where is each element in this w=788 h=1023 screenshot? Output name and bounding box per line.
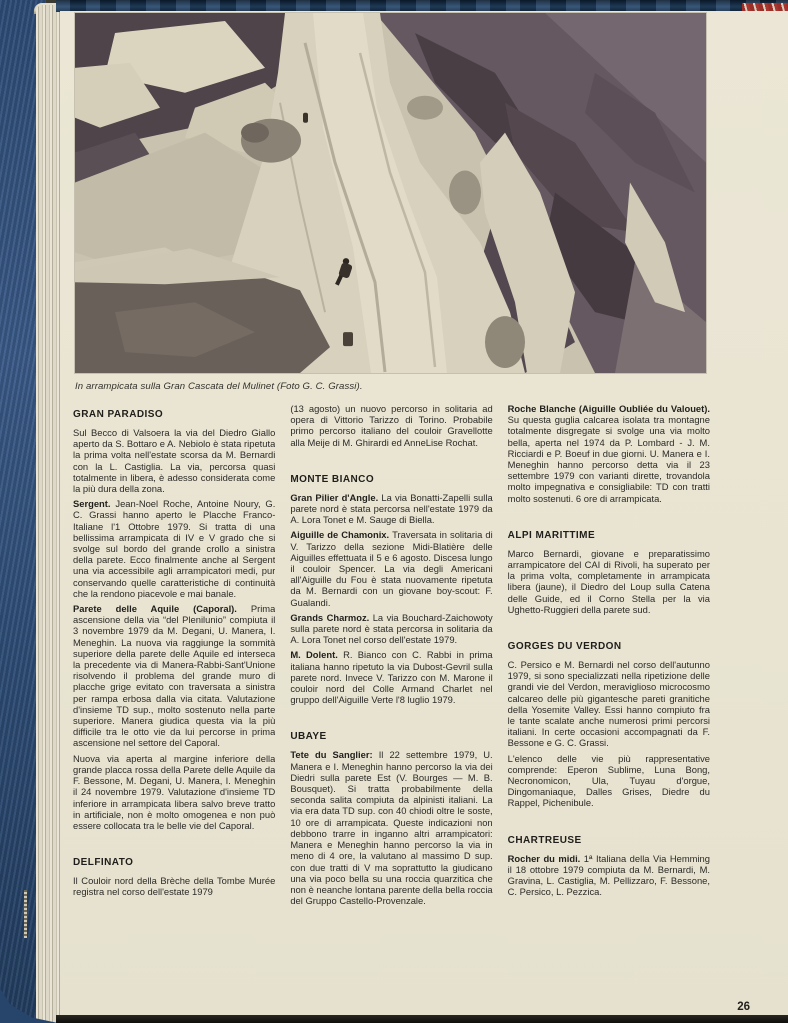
paragraph: L'elenco delle vie più rappresentative comprende: Eperon Sublime, Luna Bong, Necronomicon, Ula, Tuyau d'orgue, Dingomaniaque, Dalles Grises, Diedre du Rappel, Pichenibule. bbox=[507, 752, 710, 809]
paragraph: Nuova via aperta al margine inferiore della grande placca rossa della Parete delle Aquile da F. Bessone, M. Degani, U. Manera, I. Meneghin il 24 novembre 1979. Valutazione d'insieme TD inferiore in arrampicata libera salvo breve tratto in artificiale, non è molto omogenea e non può essere collocata tra le belle vie del Caporal. bbox=[73, 752, 276, 831]
spine-print-mark bbox=[24, 890, 27, 938]
paragraph-lead: Roche Blanche (Aiguille Oubliée du Valouet). bbox=[507, 403, 710, 414]
paragraph-lead: Gran Pilier d'Angle. bbox=[290, 491, 382, 503]
paragraph: Sul Becco di Valsoera la via del Diedro Giallo aperto da S. Bottaro e A. Nebiolo è stata ripetuta la prima volta nell'estate scorsa da M. Bernardi con la L. Castiglia. La via, percorsa quasi totalmente in libera, è adesso considerata come la più dura della zona. bbox=[73, 427, 276, 495]
photo-caption: In arrampicata sulla Gran Cascata del Mulinet (Foto G. C. Grassi). bbox=[75, 381, 363, 392]
column-left bbox=[73, 403, 275, 1021]
paragraph: M. Dolent. R. Bianco con C. Rabbi in prima italiana hanno ripetuto la via Dubost-Gevril sulla parete nord. Invece V. Tarizzo con M. Marone il couloir nord del Colle Armand Charlet nel gruppo dell'Aiguille Verte l'8 luglio 1979. bbox=[290, 649, 493, 706]
column-center bbox=[290, 403, 492, 1021]
paragraph: Aiguille de Chamonix. Traversata in solitaria di V. Tarizzo della sezione Midi-Blatière delle Aiguilles effettuata il 5 e 6 agosto. Discesa lungo il couloir Spencer. La via degli Americani all'Aiguille du Fou è stata nuovamente ripetuta da M. Bernardi con un giovane boy-scout: F. Gualandi. bbox=[290, 529, 493, 608]
second-climber-figure bbox=[303, 113, 308, 123]
section-heading: MONTE BIANCO bbox=[290, 473, 375, 485]
paragraph: Parete delle Aquile (Caporal). Prima ascensione della via “del Plenilunio” compiuta il 3 novembre 1979 da M. Degani, U. Manera, I. Meneghin. La nuova via raggiunge la sommità superiore della parete delle Aquile ed interseca la precedente via di Manera-Rabbi-Sant'Unione risolvendo il problema del grande muro di placche grige evitato con traversata a sinistra per rampa erbosa dalla via citata. Valutazione d'insieme TD sup., molto sostenuto nella parte superiore. Manera giudica questa via la più difficile tra le otto vie da lui percorse in prima ascensione nel settore del Caporal. bbox=[73, 603, 276, 749]
section-heading: GORGES DU VERDON bbox=[507, 641, 622, 653]
page-edges-left bbox=[36, 5, 62, 1023]
paragraph: Grands Charmoz. La via Bouchard-Zaichowoty sulla parete nord è stata percorsa in solitaria da A. Lora Tonet nel corso dell'estate 1979. bbox=[290, 611, 493, 646]
paragraph: Rocher du midi. 1ª Italiana della Via Hemming il 18 ottobre 1979 compiuta da M. Bernardi, M. Gravina, L. Castiglia, M. Pellizzaro, F. Bessone, C. Persico, L. Pezzica. bbox=[507, 852, 710, 898]
section-heading: DELFINATO bbox=[73, 857, 134, 869]
page bbox=[60, 11, 788, 1023]
paragraph: (13 agosto) un nuovo percorso in solitaria ad opera di Vittorio Tarizzo di Torino. Probabile primo percorso italiano del couloir Gravellotte alla Meije di M. Ghirardi ed AnneLise Rochat. bbox=[290, 403, 493, 448]
section-heading: GRAN PARADISO bbox=[73, 409, 164, 420]
paragraph: Marco Bernardi, giovane e preparatissimo arrampicatore del CAI di Rivoli, ha superato per la prima volta, completamente in arrampicata libera (jaune), il Diedro del Loup sulla Catena delle Guide, ed il Corno Stella per la via Ughetto-Ruggieri della parete sud. bbox=[507, 547, 710, 615]
paragraph-lead: M. Dolent. bbox=[290, 649, 344, 661]
section-heading: ALPI MARITTIME bbox=[507, 529, 596, 541]
paragraph-lead: Grands Charmoz. bbox=[290, 611, 373, 623]
page-number: 26 bbox=[737, 1001, 750, 1013]
paragraph-lead: Tete du Sanglier: bbox=[290, 749, 379, 761]
section-heading: CHARTREUSE bbox=[507, 834, 582, 846]
paragraph-lead: Rocher du midi. bbox=[507, 852, 584, 864]
paragraph-lead: Sergent. bbox=[73, 498, 116, 510]
paragraph: Tete du Sanglier: Il 22 settembre 1979, U. Manera e I. Meneghin hanno percorso la via dei Diedri sulla parete Est (V. Bourges — M. B. Bousquet). Si tratta probabilmente della seconda salita compiuta da alpinisti italiani. La via era data TD sup. con 40 chiodi oltre le soste, 10 ore di arrampicata. Queste indicazioni non debbono trarre in inganno altri arrampicatori: Manera e Meneghin hanno percorso la via in meno di 4 ore, la valutano al massimo D sup. con due tratti di V ma soprattutto la giudicano una via poco bella su una roccia quarzitica che non è neanche lontana parente della bella roccia del Gruppo Castello-Provenzale. bbox=[290, 749, 493, 907]
paragraph: Il Couloir nord della Brèche della Tombe Murée registra nel corso dell'estate 1979 bbox=[73, 875, 276, 898]
paragraph: Sergent. Jean-Noel Roche, Antoine Noury, G. C. Grassi hanno aperto le Placche Franco-Italiane l'1 Ottobre 1979. Si tratta di una bellissima arrampicata di IV e V grado che si svolge sul bordo del grande crollo a sinistra della parete. Ecco finalmente anche al Sergent una via accessibile agli arrampicatori medi, pur conservando quelle caratteristiche di continuità che la rendono piacevole e mai banale. bbox=[73, 498, 276, 599]
paragraph: Gran Pilier d'Angle. La via Bonatti-Zapelli sulla parete nord è stata percorsa nell'estate 1979 da A. Lora Tonet e M. Sauge di Biella. bbox=[290, 491, 493, 526]
column-right bbox=[508, 403, 710, 1021]
paragraph-lead: Aiguille de Chamonix. bbox=[290, 529, 393, 541]
dark-rock-spot bbox=[343, 332, 353, 346]
paragraph: C. Persico e M. Bernardi nel corso dell'autunno 1979, si sono specializzati nella ripetizione delle grandi vie del Verdon, meraviglioso microcosmo calcareo delle più gigantesche pareti granitiche della Yosemite Valley. Essi hanno compiuto fra le tante scalate anche numerosi primi percorsi italiani. In certe occasioni accompagnati da F. Bessone e G. C. Grassi. bbox=[507, 659, 710, 749]
paragraph-lead: Parete delle Aquile (Caporal). bbox=[73, 603, 251, 615]
paragraph: Roche Blanche (Aiguille Oubliée du Valouet). Su questa guglia calcarea isolata tra montagne totalmente disgregate si svolge una via molto bella, aperta nel 1974 da P. Lombard - J. M. Ricciardi e P. Boeuf in due giorni. U. Manera e I. Meneghin hanno percorso detta via il 23 settembre 1979 con varianti dirette, trovandola molto impegnativa e consigliabile: TD con tratti molto sostenuti. 6 ore di arrampicata. bbox=[507, 403, 710, 504]
book-bottom-edge bbox=[56, 1015, 788, 1023]
article-columns bbox=[73, 403, 710, 1021]
section-heading: UBAYE bbox=[290, 731, 327, 743]
ice-climbing-photo bbox=[75, 13, 706, 373]
ice-cascade-illustration bbox=[75, 13, 706, 373]
